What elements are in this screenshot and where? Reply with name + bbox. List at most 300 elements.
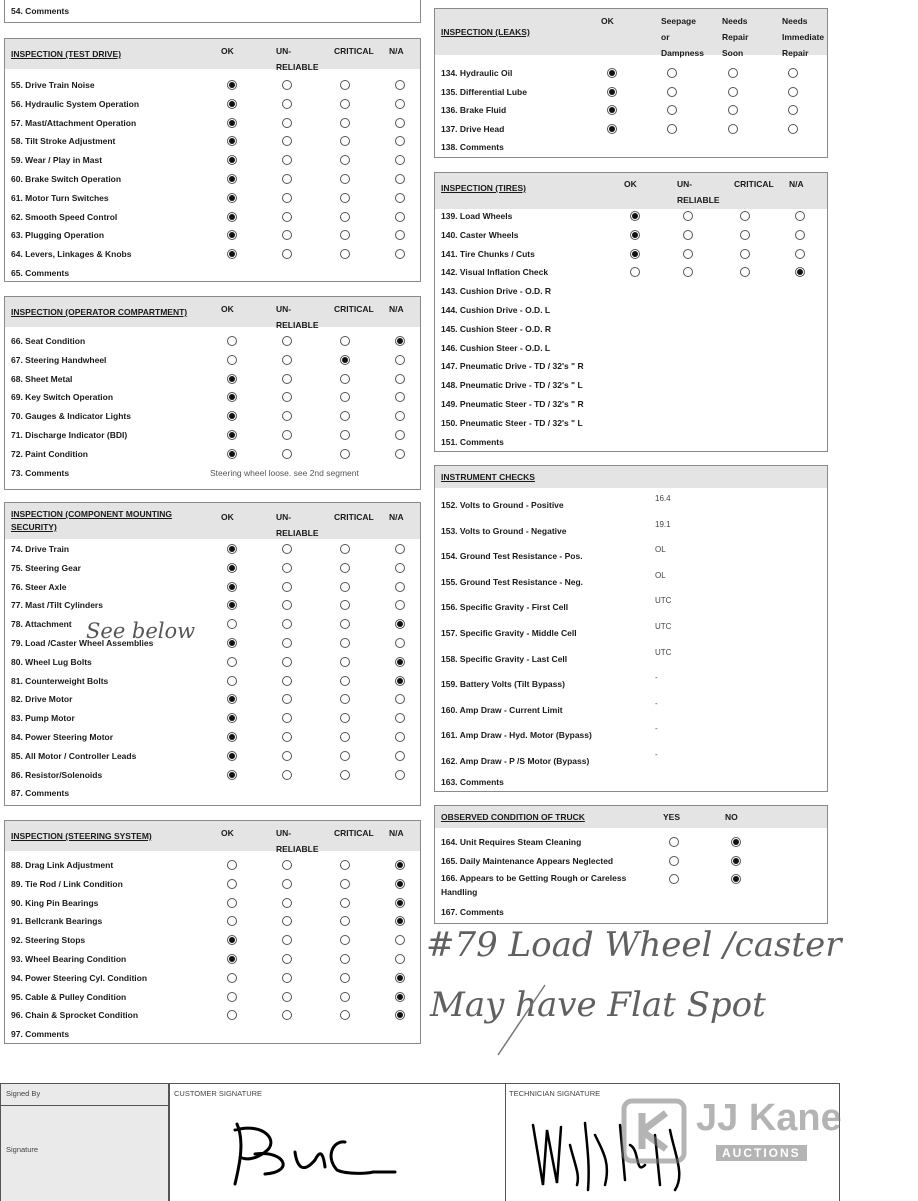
steering-col-critical: CRITICAL (334, 828, 374, 838)
operator-radio-critical[interactable] (340, 411, 350, 421)
operator-radio-ok[interactable] (227, 392, 237, 402)
steering-radio-critical[interactable] (340, 879, 350, 889)
test_drive-radio-ok[interactable] (227, 136, 237, 146)
component-row (5, 747, 420, 765)
operator-row (5, 370, 420, 388)
steering-radio-n-a[interactable] (395, 916, 405, 926)
steering-radio-critical[interactable] (340, 916, 350, 926)
operator-radio-un-reliable[interactable] (282, 336, 292, 346)
section-tires (434, 172, 828, 452)
operator-radio-critical[interactable] (340, 374, 350, 384)
leaks-radio-ok[interactable] (607, 87, 617, 97)
component-row (5, 615, 420, 633)
tires-radio-un-reliable[interactable] (683, 230, 693, 240)
steering-radio-n-a[interactable] (395, 954, 405, 964)
steering-radio-critical[interactable] (340, 898, 350, 908)
leaks-col-needs-repair-soon: Needs Repair Soon (722, 16, 749, 58)
steering-radio-ok[interactable] (227, 973, 237, 983)
component-radio-un-reliable[interactable] (282, 563, 292, 573)
test_drive-radio-n-a[interactable] (395, 193, 405, 203)
steering-radio-n-a[interactable] (395, 992, 405, 1002)
steering-row-label: 95. Cable & Pulley Condition (11, 991, 127, 1002)
steering-radio-ok[interactable] (227, 916, 237, 926)
steering-row-label: 94. Power Steering Cyl. Condition (11, 972, 148, 983)
instrument-row-value: - (655, 724, 658, 734)
leaks-radio-seepage-or-dampness[interactable] (667, 105, 677, 115)
component-row (5, 578, 420, 596)
tires-row (435, 245, 827, 263)
steering-row (5, 931, 420, 949)
test_drive-radio-n-a[interactable] (395, 118, 405, 128)
test_drive-radio-n-a[interactable] (395, 99, 405, 109)
operator-radio-ok[interactable] (227, 374, 237, 384)
steering-radio-critical[interactable] (340, 973, 350, 983)
leaks-radio-needs-repair-soon[interactable] (728, 87, 738, 97)
component-radio-ok[interactable] (227, 582, 237, 592)
component-radio-critical[interactable] (340, 732, 350, 742)
steering-radio-un-reliable[interactable] (282, 898, 292, 908)
operator-radio-critical[interactable] (340, 355, 350, 365)
instrument-row-label: 157. Specific Gravity - Middle Cell (441, 628, 577, 638)
instrument-header (435, 466, 827, 488)
steering-comments-label: 97. Comments (11, 1029, 70, 1040)
test_drive-row (5, 151, 420, 169)
operator-radio-ok[interactable] (227, 336, 237, 346)
operator-radio-un-reliable[interactable] (282, 411, 292, 421)
component-row (5, 540, 420, 558)
steering-row (5, 1006, 420, 1024)
operator-row (5, 388, 420, 406)
test_drive-row-label: 60. Brake Switch Operation (11, 174, 122, 184)
steering-radio-ok[interactable] (227, 992, 237, 1002)
operator-radio-n-a[interactable] (395, 336, 405, 346)
operator-col-n-a: N/A (389, 304, 404, 314)
operator-row (5, 332, 420, 350)
steering-radio-un-reliable[interactable] (282, 992, 292, 1002)
operator-radio-un-reliable[interactable] (282, 449, 292, 459)
observed-col-no: NO (725, 812, 738, 822)
test_drive-radio-un-reliable[interactable] (282, 80, 292, 90)
leaks-radio-ok[interactable] (607, 124, 617, 134)
component-radio-n-a[interactable] (395, 694, 405, 704)
tires-radio-n-a[interactable] (795, 211, 805, 221)
operator-comments-label: 73. Comments (11, 467, 70, 478)
test_drive-row (5, 189, 420, 207)
tires-measure-label: 147. Pneumatic Drive - TD / 32's " R (441, 361, 584, 372)
operator-radio-n-a[interactable] (395, 430, 405, 440)
steering-row (5, 969, 420, 987)
test_drive-row (5, 114, 420, 132)
component-row-label: 81. Counterweight Bolts (11, 675, 109, 686)
signature-label: Signature (6, 1145, 39, 1154)
test_drive-radio-un-reliable[interactable] (282, 193, 292, 203)
component-radio-n-a[interactable] (395, 544, 405, 554)
test_drive-radio-n-a[interactable] (395, 155, 405, 165)
component-radio-un-reliable[interactable] (282, 657, 292, 667)
tires-radio-ok[interactable] (630, 249, 640, 259)
operator-radio-critical[interactable] (340, 392, 350, 402)
operator-radio-ok[interactable] (227, 449, 237, 459)
leaks-radio-needs-immediate-repair[interactable] (788, 68, 798, 78)
test_drive-radio-ok[interactable] (227, 174, 237, 184)
component-radio-critical[interactable] (340, 713, 350, 723)
tires-radio-un-reliable[interactable] (683, 267, 693, 277)
leaks-radio-needs-repair-soon[interactable] (728, 105, 738, 115)
operator-radio-critical[interactable] (340, 430, 350, 440)
tires-radio-ok[interactable] (630, 230, 640, 240)
operator-radio-n-a[interactable] (395, 374, 405, 384)
steering-radio-critical[interactable] (340, 992, 350, 1002)
observed-col-yes: YES (663, 812, 681, 822)
test_drive-radio-n-a[interactable] (395, 136, 405, 146)
steering-radio-n-a[interactable] (395, 879, 405, 889)
comments-54-label: 54. Comments (11, 6, 70, 16)
tires-radio-critical[interactable] (740, 230, 750, 240)
tires-row (435, 263, 827, 281)
steering-radio-critical[interactable] (340, 935, 350, 945)
test_drive-col-n-a: N/A (389, 46, 404, 56)
component-radio-un-reliable[interactable] (282, 638, 292, 648)
component-row-label: 83. Pump Motor (11, 713, 75, 724)
test_drive-radio-ok[interactable] (227, 212, 237, 222)
component-radio-un-reliable[interactable] (282, 751, 292, 761)
instrument-row-value: UTC (655, 596, 672, 606)
test_drive-radio-n-a[interactable] (395, 80, 405, 90)
section-instrument-checks (434, 465, 828, 792)
leaks-radio-needs-repair-soon[interactable] (728, 124, 738, 134)
steering-radio-critical[interactable] (340, 954, 350, 964)
test_drive-radio-un-reliable[interactable] (282, 230, 292, 240)
component-radio-n-a[interactable] (395, 600, 405, 610)
test_drive-comments-label: 65. Comments (11, 268, 70, 278)
component-radio-critical[interactable] (340, 638, 350, 648)
component-radio-n-a[interactable] (395, 638, 405, 648)
test_drive-radio-n-a[interactable] (395, 230, 405, 240)
test_drive-radio-critical[interactable] (340, 230, 350, 240)
component-row-label: 80. Wheel Lug Bolts (11, 656, 92, 667)
test_drive-radio-un-reliable[interactable] (282, 118, 292, 128)
leaks-radio-ok[interactable] (607, 105, 617, 115)
tires-radio-n-a[interactable] (795, 249, 805, 259)
component-radio-critical[interactable] (340, 770, 350, 780)
observed-radio-yes[interactable] (669, 856, 679, 866)
steering-radio-n-a[interactable] (395, 935, 405, 945)
leaks-radio-seepage-or-dampness[interactable] (667, 68, 677, 78)
test_drive-row-label: 56. Hydraulic System Operation (11, 98, 140, 109)
operator-radio-critical[interactable] (340, 449, 350, 459)
component-row (5, 653, 420, 671)
steering-radio-n-a[interactable] (395, 860, 405, 870)
observed-radio-yes[interactable] (669, 874, 679, 884)
component-radio-critical[interactable] (340, 751, 350, 761)
steering-radio-ok[interactable] (227, 879, 237, 889)
operator-row (5, 445, 420, 463)
test_drive-radio-n-a[interactable] (395, 174, 405, 184)
operator-radio-un-reliable[interactable] (282, 430, 292, 440)
test_drive-radio-un-reliable[interactable] (282, 99, 292, 109)
operator-radio-n-a[interactable] (395, 411, 405, 421)
component-radio-ok[interactable] (227, 676, 237, 686)
leaks-row-label: 137. Drive Head (441, 123, 505, 134)
component-radio-n-a[interactable] (395, 732, 405, 742)
test_drive-radio-un-reliable[interactable] (282, 212, 292, 222)
test_drive-radio-critical[interactable] (340, 212, 350, 222)
instrument-row-value: 16.4 (655, 494, 671, 503)
component-row (5, 766, 420, 784)
steering-radio-un-reliable[interactable] (282, 879, 292, 889)
test_drive-col-ok: OK (221, 46, 234, 56)
test_drive-radio-ok[interactable] (227, 99, 237, 109)
tires-radio-critical[interactable] (740, 267, 750, 277)
component-radio-n-a[interactable] (395, 582, 405, 592)
instrument-row-value: OL (655, 545, 666, 555)
leaks-row (435, 120, 827, 138)
component-col-critical: CRITICAL (334, 512, 374, 522)
component-row (5, 709, 420, 727)
steering-radio-un-reliable[interactable] (282, 860, 292, 870)
component-radio-ok[interactable] (227, 600, 237, 610)
steering-radio-ok[interactable] (227, 1010, 237, 1020)
component-radio-un-reliable[interactable] (282, 544, 292, 554)
instrument-row-label: 155. Ground Test Resistance - Neg. (441, 576, 584, 587)
jjkane-logo (620, 1095, 890, 1175)
instrument-comments-label: 163. Comments (441, 776, 504, 787)
tires-col-un-reliable: UN- RELIABLE (677, 179, 720, 205)
tires-comments-label: 151. Comments (441, 436, 504, 447)
customer-signature-label: CUSTOMER SIGNATURE (174, 1089, 263, 1098)
component-radio-un-reliable[interactable] (282, 600, 292, 610)
steering-radio-ok[interactable] (227, 860, 237, 870)
test_drive-radio-n-a[interactable] (395, 212, 405, 222)
leaks-radio-ok[interactable] (607, 68, 617, 78)
steering-radio-critical[interactable] (340, 1010, 350, 1020)
component-radio-critical[interactable] (340, 582, 350, 592)
steering-row (5, 894, 420, 912)
component-radio-ok[interactable] (227, 638, 237, 648)
signed-by-label: Signed By (6, 1089, 41, 1098)
component-radio-ok[interactable] (227, 751, 237, 761)
component-row-label: 78. Attachment (11, 619, 72, 630)
test_drive-row-label: 63. Plugging Operation (11, 230, 105, 241)
test_drive-radio-critical[interactable] (340, 193, 350, 203)
test_drive-radio-critical[interactable] (340, 249, 350, 259)
observed-row (435, 870, 827, 897)
tires-row-label: 140. Caster Wheels (441, 229, 519, 240)
operator-radio-ok[interactable] (227, 355, 237, 365)
leaks-radio-needs-immediate-repair[interactable] (788, 124, 798, 134)
test_drive-radio-ok[interactable] (227, 193, 237, 203)
component-radio-un-reliable[interactable] (282, 619, 292, 629)
tires-col-n-a: N/A (789, 179, 804, 189)
observed-radio-no[interactable] (731, 874, 741, 884)
section-observed-condition (434, 805, 828, 924)
instrument-row-label: 162. Amp Draw - P /S Motor (Bypass) (441, 756, 590, 766)
tires-measure-label: 143. Cushion Drive - O.D. R (441, 286, 552, 297)
component-radio-ok[interactable] (227, 770, 237, 780)
test_drive-radio-critical[interactable] (340, 80, 350, 90)
component-radio-un-reliable[interactable] (282, 713, 292, 723)
leaks-comments-label: 138. Comments (441, 142, 504, 152)
tires-row-label: 139. Load Wheels (441, 211, 513, 221)
operator-radio-un-reliable[interactable] (282, 374, 292, 384)
test_drive-radio-ok[interactable] (227, 118, 237, 128)
operator-col-un-reliable: UN- RELIABLE (276, 304, 319, 330)
steering-radio-n-a[interactable] (395, 898, 405, 908)
test_drive-radio-ok[interactable] (227, 249, 237, 259)
component-radio-n-a[interactable] (395, 751, 405, 761)
operator-radio-n-a[interactable] (395, 355, 405, 365)
test_drive-radio-critical[interactable] (340, 136, 350, 146)
component-radio-critical[interactable] (340, 657, 350, 667)
component-radio-n-a[interactable] (395, 563, 405, 573)
leaks-row (435, 64, 827, 82)
test_drive-row (5, 132, 420, 150)
jjkane-brand: JJ Kane (696, 1097, 842, 1139)
component-header (5, 503, 420, 539)
component-radio-n-a[interactable] (395, 657, 405, 667)
steering-row-label: 89. Tie Rod / Link Condition (11, 878, 123, 889)
operator-radio-n-a[interactable] (395, 392, 405, 402)
component-radio-critical[interactable] (340, 694, 350, 704)
operator-radio-un-reliable[interactable] (282, 392, 292, 402)
component-radio-critical[interactable] (340, 544, 350, 554)
steering-radio-un-reliable[interactable] (282, 935, 292, 945)
leaks-radio-needs-immediate-repair[interactable] (788, 105, 798, 115)
test_drive-radio-critical[interactable] (340, 99, 350, 109)
steering-radio-un-reliable[interactable] (282, 954, 292, 964)
section-operator-compartment (4, 296, 421, 490)
observed-radio-no[interactable] (731, 837, 741, 847)
operator-row-label: 70. Gauges & Indicator Lights (11, 411, 131, 422)
tires-radio-critical[interactable] (740, 249, 750, 259)
component-radio-ok[interactable] (227, 732, 237, 742)
instrument-row-label: 158. Specific Gravity - Last Cell (441, 653, 568, 664)
leaks-radio-seepage-or-dampness[interactable] (667, 87, 677, 97)
component-radio-ok[interactable] (227, 713, 237, 723)
test_drive-radio-critical[interactable] (340, 118, 350, 128)
operator-radio-ok[interactable] (227, 411, 237, 421)
test_drive-radio-critical[interactable] (340, 174, 350, 184)
section-leaks (434, 8, 828, 158)
test_drive-radio-un-reliable[interactable] (282, 174, 292, 184)
component-radio-n-a[interactable] (395, 770, 405, 780)
component-radio-un-reliable[interactable] (282, 770, 292, 780)
technician-signature-label: TECHNICIAN SIGNATURE (509, 1089, 601, 1098)
steering-radio-ok[interactable] (227, 935, 237, 945)
operator-radio-critical[interactable] (340, 336, 350, 346)
component-radio-n-a[interactable] (395, 713, 405, 723)
observed-row (435, 852, 827, 870)
leaks-row-label: 134. Hydraulic Oil (441, 68, 513, 78)
test_drive-radio-un-reliable[interactable] (282, 155, 292, 165)
operator-row-label: 69. Key Switch Operation (11, 392, 114, 403)
component-radio-un-reliable[interactable] (282, 694, 292, 704)
section-component-mounting (4, 502, 421, 806)
steering-radio-un-reliable[interactable] (282, 916, 292, 926)
observed-comments-label: 167. Comments (441, 906, 504, 917)
steering-col-ok: OK (221, 828, 234, 838)
component-radio-ok[interactable] (227, 619, 237, 629)
steering-radio-critical[interactable] (340, 860, 350, 870)
steering-row (5, 988, 420, 1006)
component-radio-critical[interactable] (340, 676, 350, 686)
leaks-title: INSPECTION (LEAKS) (441, 27, 530, 37)
instrument-row-label: 156. Specific Gravity - First Cell (441, 602, 569, 613)
component-radio-critical[interactable] (340, 619, 350, 629)
component-radio-n-a[interactable] (395, 619, 405, 629)
steering-radio-n-a[interactable] (395, 973, 405, 983)
observed-title: OBSERVED CONDITION OF TRUCK (441, 812, 585, 822)
tires-radio-n-a[interactable] (795, 230, 805, 240)
test_drive-radio-n-a[interactable] (395, 249, 405, 259)
test_drive-radio-ok[interactable] (227, 80, 237, 90)
tires-radio-critical[interactable] (740, 211, 750, 221)
observed-radio-no[interactable] (731, 856, 741, 866)
observed-radio-yes[interactable] (669, 837, 679, 847)
operator-radio-un-reliable[interactable] (282, 355, 292, 365)
observed-row-label: 165. Daily Maintenance Appears Neglected (441, 855, 614, 866)
component-radio-critical[interactable] (340, 563, 350, 573)
tires-radio-un-reliable[interactable] (683, 249, 693, 259)
tires-measure-label: 145. Cushion Steer - O.D. R (441, 323, 552, 334)
tires-radio-un-reliable[interactable] (683, 211, 693, 221)
steering-radio-un-reliable[interactable] (282, 973, 292, 983)
handwritten-see-below: See below (86, 619, 196, 643)
component-radio-n-a[interactable] (395, 676, 405, 686)
tires-radio-n-a[interactable] (795, 267, 805, 277)
component-row-label: 77. Mast /Tilt Cylinders (11, 600, 103, 611)
component-radio-un-reliable[interactable] (282, 676, 292, 686)
component-radio-ok[interactable] (227, 563, 237, 573)
component-row-label: 79. Load /Caster Wheel Assemblies (11, 638, 154, 648)
steering-radio-ok[interactable] (227, 954, 237, 964)
tires-radio-ok[interactable] (630, 267, 640, 277)
test_drive-radio-critical[interactable] (340, 155, 350, 165)
component-radio-un-reliable[interactable] (282, 732, 292, 742)
leaks-radio-needs-immediate-repair[interactable] (788, 87, 798, 97)
test_drive-radio-un-reliable[interactable] (282, 136, 292, 146)
operator-col-critical: CRITICAL (334, 304, 374, 314)
test_drive-col-critical: CRITICAL (334, 46, 374, 56)
steering-radio-ok[interactable] (227, 898, 237, 908)
leaks-radio-needs-repair-soon[interactable] (728, 68, 738, 78)
component-radio-critical[interactable] (340, 600, 350, 610)
operator-radio-n-a[interactable] (395, 449, 405, 459)
section-fragment-top (4, 0, 421, 23)
tires-radio-ok[interactable] (630, 211, 640, 221)
test_drive-radio-ok[interactable] (227, 155, 237, 165)
steering-radio-un-reliable[interactable] (282, 1010, 292, 1020)
component-radio-ok[interactable] (227, 694, 237, 704)
leaks-row-label: 135. Differential Lube (441, 86, 527, 97)
leaks-row-label: 136. Brake Fluid (441, 105, 507, 115)
instrument-row-label: 159. Battery Volts (Tilt Bypass) (441, 679, 565, 690)
tires-row (435, 207, 827, 225)
test_drive-radio-ok[interactable] (227, 230, 237, 240)
steering-row-label: 91. Bellcrank Bearings (11, 916, 103, 927)
test_drive-header (5, 39, 420, 72)
component-radio-un-reliable[interactable] (282, 582, 292, 592)
component-radio-ok[interactable] (227, 544, 237, 554)
test_drive-radio-un-reliable[interactable] (282, 249, 292, 259)
steering-radio-n-a[interactable] (395, 1010, 405, 1020)
operator-radio-ok[interactable] (227, 430, 237, 440)
tires-col-critical: CRITICAL (734, 179, 774, 189)
steering-row-label: 96. Chain & Sprocket Condition (11, 1010, 139, 1021)
leaks-radio-seepage-or-dampness[interactable] (667, 124, 677, 134)
operator-row (5, 407, 420, 425)
component-radio-ok[interactable] (227, 657, 237, 667)
